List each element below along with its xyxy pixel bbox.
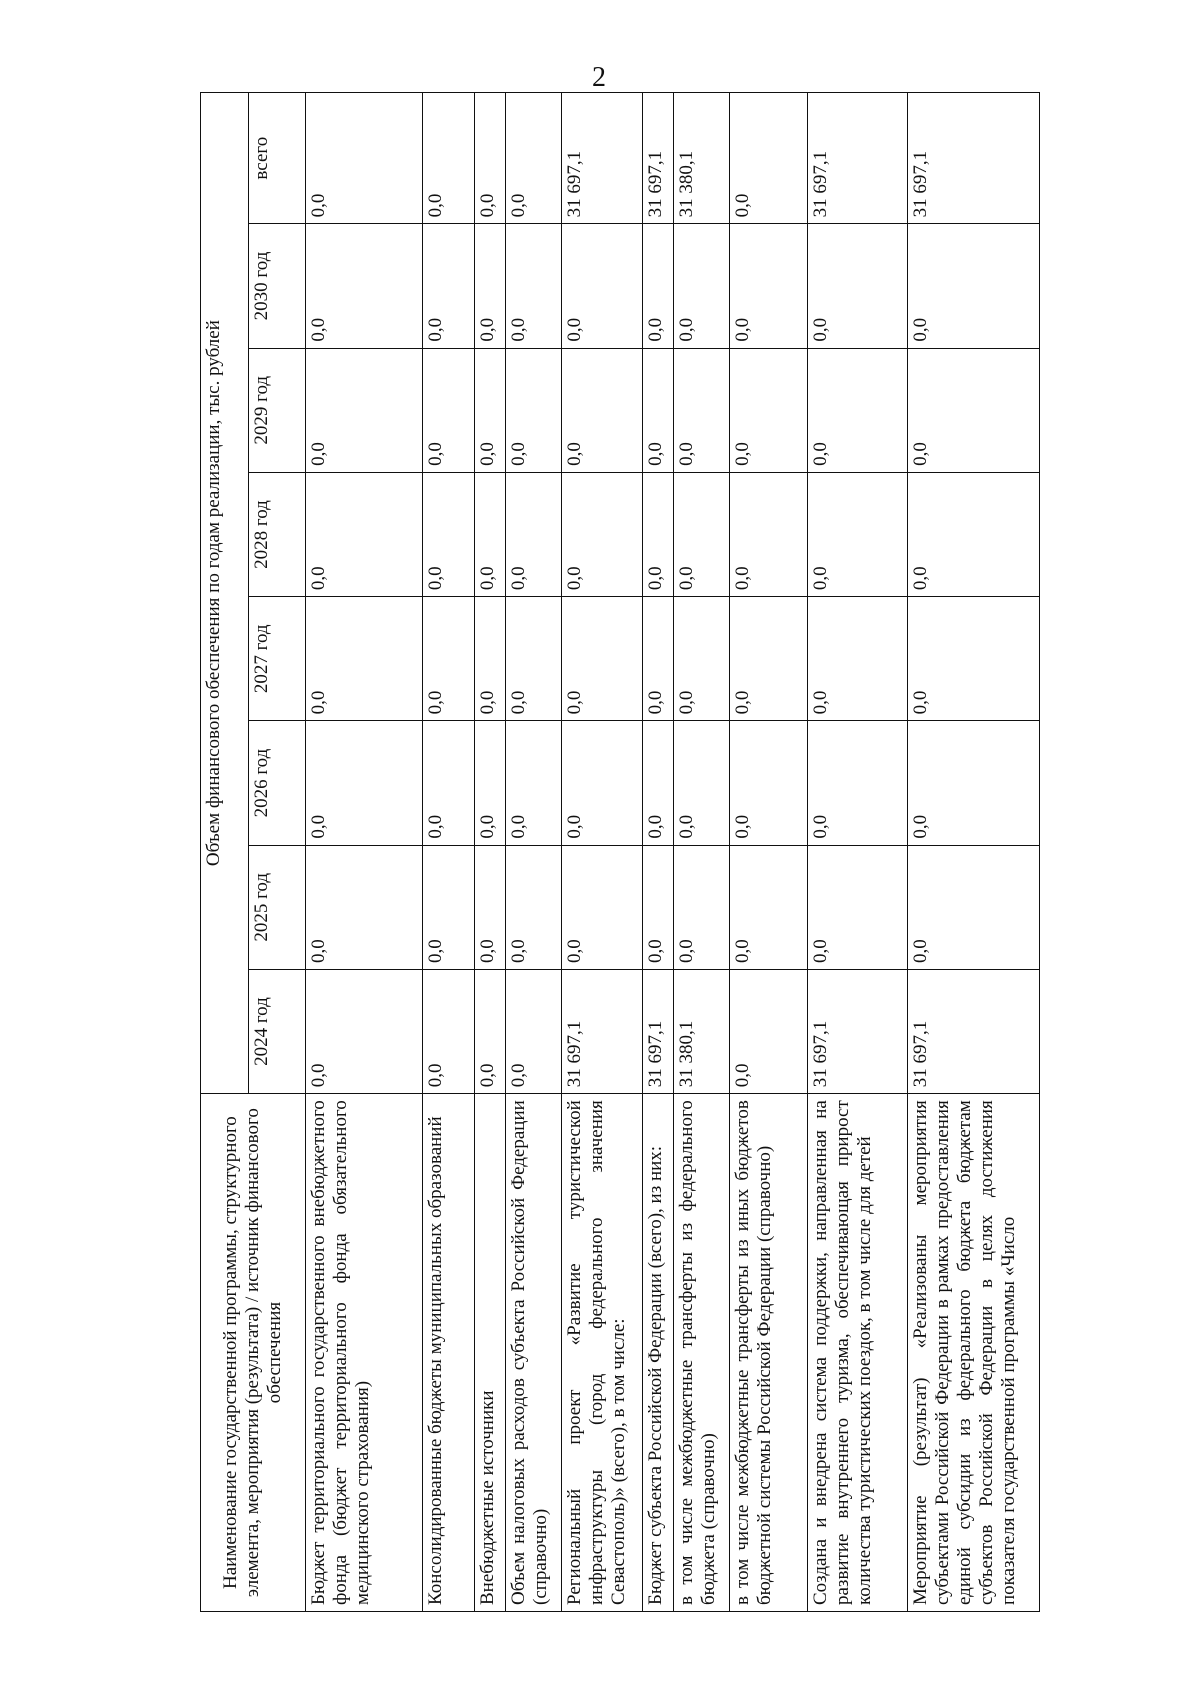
row-value-cell: 0,0 [422,597,475,721]
row-value-cell: 0,0 [422,224,475,348]
row-value-cell: 0,0 [730,472,808,596]
table-row [807,93,908,1612]
row-value-cell: 0,0 [506,472,562,596]
row-value-cell: 0,0 [475,597,506,721]
row-value-cell: 0,0 [730,721,808,845]
row-value-cell: 31 380,1 [674,93,730,224]
row-name-cell: Региональный проект «Развитие туристической инфраструктуры (город федерального значения Севастополь)» (всего), в том числе: [562,1094,643,1612]
row-value-cell: 0,0 [908,348,1040,472]
header-year: 2029 год [249,348,306,472]
row-value-cell: 0,0 [475,93,506,224]
row-value-cell: 0,0 [475,472,506,596]
row-value-cell: 0,0 [562,472,643,596]
row-value-cell: 0,0 [807,721,908,845]
row-value-cell: 0,0 [908,721,1040,845]
row-value-cell: 0,0 [730,845,808,969]
row-value-cell: 0,0 [908,472,1040,596]
header-year: 2025 год [249,845,306,969]
row-name-cell: в том числе межбюджетные трансферты из федерального бюджета (справочно) [674,1094,730,1612]
row-name-cell: Мероприятие (результат) «Реализованы мероприятия субъектами Российской Федерации в рамках предоставления единой субсидии из федерального бюджета бюджетам субъектов Российской Федерации в целях достижения показателя государственной программы «Число [908,1094,1040,1612]
row-value-cell: 31 380,1 [674,969,730,1093]
header-name-cell: Наименование государственной программы, структурного элемента, мероприятия (результата) / источник финансового обеспечения [201,1094,306,1612]
financing-table [200,92,1040,1612]
row-value-cell: 0,0 [422,969,475,1093]
header-year: 2027 год [249,597,306,721]
row-value-cell: 0,0 [730,597,808,721]
row-value-cell: 0,0 [506,597,562,721]
table-row [674,93,730,1612]
row-value-cell: 0,0 [908,597,1040,721]
row-value-cell: 0,0 [422,93,475,224]
row-name-cell: Внебюджетные источники [475,1094,506,1612]
row-value-cell: 0,0 [306,969,423,1093]
table-row [306,93,423,1612]
row-value-cell: 31 697,1 [908,969,1040,1093]
row-value-cell: 0,0 [422,348,475,472]
row-value-cell: 0,0 [643,845,674,969]
row-value-cell: 0,0 [506,224,562,348]
table-row [730,93,808,1612]
row-value-cell: 0,0 [908,845,1040,969]
row-value-cell: 31 697,1 [643,969,674,1093]
row-value-cell: 0,0 [306,845,423,969]
row-value-cell: 0,0 [674,597,730,721]
row-value-cell: 31 697,1 [643,93,674,224]
row-value-cell: 0,0 [506,969,562,1093]
row-value-cell: 0,0 [730,93,808,224]
table-row [506,93,562,1612]
table-body [306,93,1040,1612]
row-value-cell: 0,0 [674,224,730,348]
table-row [475,93,506,1612]
table-row [643,93,674,1612]
row-value-cell: 0,0 [475,845,506,969]
row-value-cell: 0,0 [562,224,643,348]
row-value-cell: 0,0 [674,472,730,596]
table-row [562,93,643,1612]
row-value-cell: 0,0 [475,348,506,472]
header-group-cell: Объем финансового обеспечения по годам реализации, тыс. рублей [201,93,249,1094]
row-value-cell: 0,0 [908,224,1040,348]
row-value-cell: 0,0 [562,721,643,845]
row-value-cell: 0,0 [807,348,908,472]
row-value-cell: 31 697,1 [908,93,1040,224]
row-value-cell: 0,0 [306,597,423,721]
row-value-cell: 0,0 [306,721,423,845]
row-name-cell: Объем налоговых расходов субъекта Российской Федерации (справочно) [506,1094,562,1612]
row-value-cell: 0,0 [643,224,674,348]
row-value-cell: 31 697,1 [807,969,908,1093]
header-year: 2026 год [249,721,306,845]
row-value-cell: 0,0 [422,472,475,596]
row-name-cell: Бюджет территориального государственного внебюджетного фонда (бюджет территориального фонда обязательного медицинского страхования) [306,1094,423,1612]
row-value-cell: 0,0 [422,845,475,969]
header-year: 2028 год [249,472,306,596]
row-value-cell: 0,0 [306,472,423,596]
row-value-cell: 0,0 [643,348,674,472]
table-row [908,93,1040,1612]
row-value-cell: 0,0 [562,845,643,969]
row-value-cell: 0,0 [807,224,908,348]
header-year: всего [249,93,306,224]
row-value-cell: 0,0 [730,224,808,348]
row-value-cell: 0,0 [674,721,730,845]
row-value-cell: 0,0 [475,721,506,845]
row-value-cell: 0,0 [306,348,423,472]
row-value-cell: 0,0 [807,597,908,721]
row-value-cell: 0,0 [506,93,562,224]
row-value-cell: 0,0 [730,348,808,472]
row-value-cell: 0,0 [807,845,908,969]
row-value-cell: 31 697,1 [562,93,643,224]
row-value-cell: 0,0 [643,597,674,721]
row-value-cell: 0,0 [643,721,674,845]
row-value-cell: 0,0 [643,472,674,596]
row-value-cell: 0,0 [730,969,808,1093]
row-value-cell: 0,0 [674,845,730,969]
header-year: 2024 год [249,969,306,1093]
row-value-cell: 0,0 [306,224,423,348]
row-value-cell: 0,0 [475,969,506,1093]
page-number: 2 [592,62,606,93]
row-value-cell: 0,0 [506,845,562,969]
row-value-cell: 0,0 [475,224,506,348]
row-value-cell: 0,0 [306,93,423,224]
row-value-cell: 0,0 [562,597,643,721]
row-name-cell: Создана и внедрена система поддержки, направленная на развитие внутреннего туризма, обеспечивающая прирост количества туристических поездок, в том числе для детей [807,1094,908,1612]
row-value-cell: 31 697,1 [562,969,643,1093]
row-value-cell: 0,0 [422,721,475,845]
row-name-cell: Бюджет субъекта Российской Федерации (всего), из них: [643,1094,674,1612]
row-value-cell: 0,0 [506,721,562,845]
table-row [422,93,475,1612]
row-value-cell: 0,0 [807,472,908,596]
row-name-cell: в том числе межбюджетные трансферты из иных бюджетов бюджетной системы Российской Федерации (справочно) [730,1094,808,1612]
row-value-cell: 31 697,1 [807,93,908,224]
row-value-cell: 0,0 [674,348,730,472]
row-value-cell: 0,0 [562,348,643,472]
row-name-cell: Консолидированные бюджеты муниципальных образований [422,1094,475,1612]
header-year: 2030 год [249,224,306,348]
rotated-table-container [200,92,1040,1612]
row-value-cell: 0,0 [506,348,562,472]
